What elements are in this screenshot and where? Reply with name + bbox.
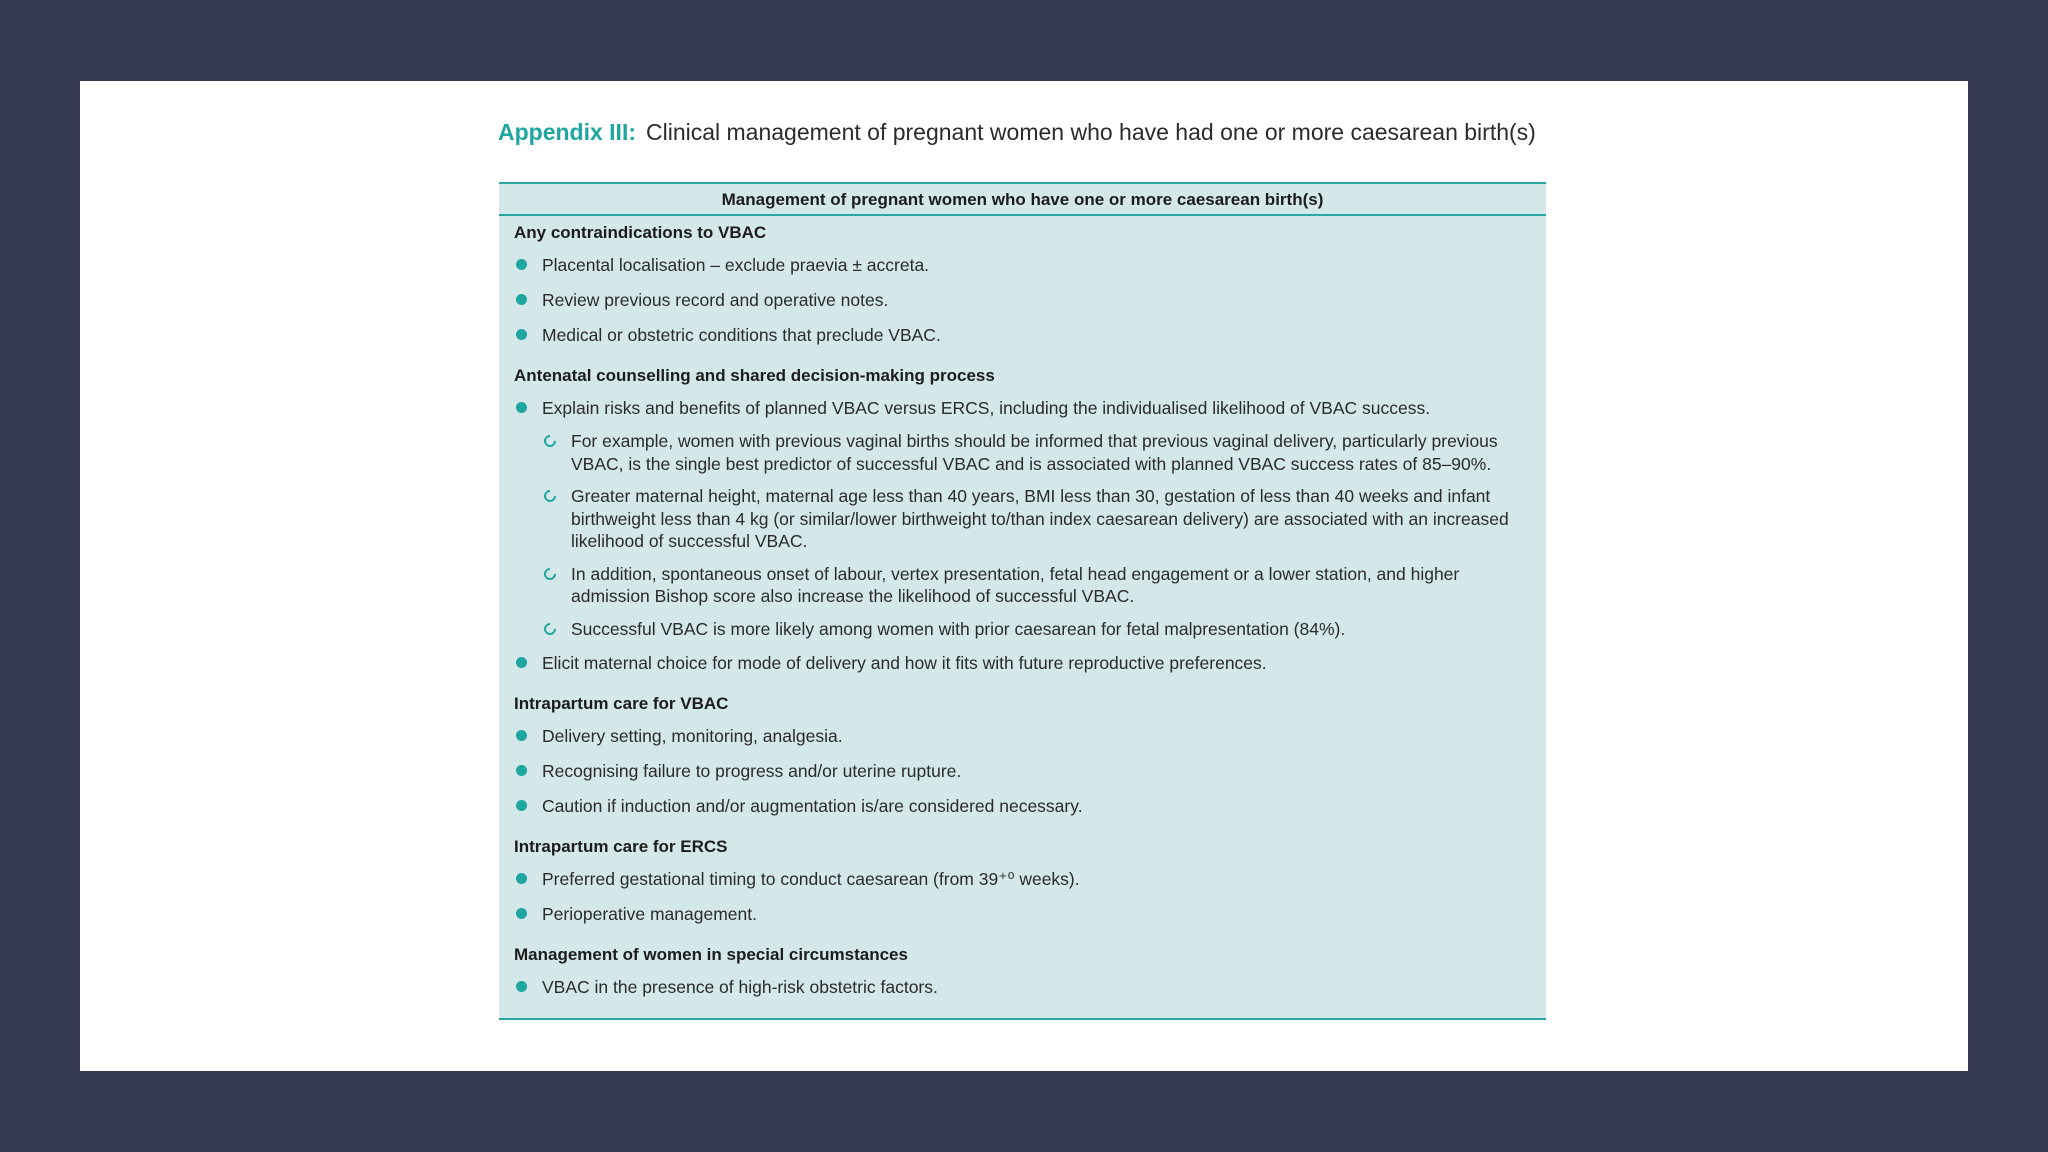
sub-list-item: Greater maternal height, maternal age less than 40 years, BMI less than 30, gestation of less than 40 weeks and infant birthweight less than 4 kg (or similar/lower birthweight to/than index caesarean delivery) are associated with an increased likelihood of successful VBAC. <box>514 485 1524 553</box>
bullet-dot-icon <box>516 873 527 884</box>
section-heading-contraindications: Any contraindications to VBAC <box>514 223 767 242</box>
appendix-heading <box>498 119 1536 146</box>
list-item: Perioperative management. <box>514 903 1524 925</box>
section-heading-antenatal: Antenatal counselling and shared decision-making process <box>514 366 995 385</box>
bullet-dot-icon <box>516 294 527 305</box>
appendix-label: Appendix III: <box>498 119 636 145</box>
section-heading-intrapartum-vbac: Intrapartum care for VBAC <box>514 694 729 713</box>
bullet-dot-icon <box>516 908 527 919</box>
sub-list-item: Successful VBAC is more likely among women with prior caesarean for fetal malpresentation (84%). <box>514 618 1524 641</box>
box-title: Management of pregnant women who have one or more caesarean birth(s) <box>499 184 1546 216</box>
bullet-dot-icon <box>516 259 527 270</box>
list-item: VBAC in the presence of high-risk obstetric factors. <box>514 976 1524 998</box>
section-heading-intrapartum-ercs: Intrapartum care for ERCS <box>514 837 728 856</box>
list-item: Preferred gestational timing to conduct caesarean (from 39⁺⁰ weeks). <box>514 868 1524 890</box>
sub-list-item: In addition, spontaneous onset of labour, vertex presentation, fetal head engagement or a lower station, and higher admission Bishop score also increase the likelihood of successful VBAC. <box>514 563 1524 608</box>
list-item: Placental localisation – exclude praevia ± accreta. <box>514 254 1524 276</box>
bullet-ring-icon <box>542 488 559 505</box>
list-item: Caution if induction and/or augmentation is/are considered necessary. <box>514 795 1524 817</box>
bullet-dot-icon <box>516 800 527 811</box>
list-item: Recognising failure to progress and/or uterine rupture. <box>514 760 1524 782</box>
bullet-dot-icon <box>516 329 527 340</box>
bullet-ring-icon <box>542 620 559 637</box>
box-content <box>499 216 1546 998</box>
bullet-dot-icon <box>516 657 527 668</box>
document-page <box>80 81 1968 1071</box>
management-box <box>499 182 1546 1020</box>
appendix-title: Clinical management of pregnant women who have had one or more caesarean birth(s) <box>646 119 1536 145</box>
bullet-dot-icon <box>516 730 527 741</box>
bullet-dot-icon <box>516 402 527 413</box>
sub-list-item: For example, women with previous vaginal births should be informed that previous vaginal delivery, particularly previous VBAC, is the single best predictor of successful VBAC and is associated with planned VBAC success rates of 85–90%. <box>514 430 1524 475</box>
bullet-dot-icon <box>516 765 527 776</box>
list-item: Elicit maternal choice for mode of delivery and how it fits with future reproductive preferences. <box>514 652 1524 674</box>
section-heading-special-circumstances: Management of women in special circumstances <box>514 945 908 964</box>
bullet-dot-icon <box>516 981 527 992</box>
bullet-ring-icon <box>542 565 559 582</box>
list-item: Review previous record and operative notes. <box>514 289 1524 311</box>
list-item: Delivery setting, monitoring, analgesia. <box>514 725 1524 747</box>
list-item: Explain risks and benefits of planned VBAC versus ERCS, including the individualised likelihood of VBAC success. <box>514 397 1524 419</box>
list-item: Medical or obstetric conditions that preclude VBAC. <box>514 324 1524 346</box>
bullet-ring-icon <box>542 433 559 450</box>
